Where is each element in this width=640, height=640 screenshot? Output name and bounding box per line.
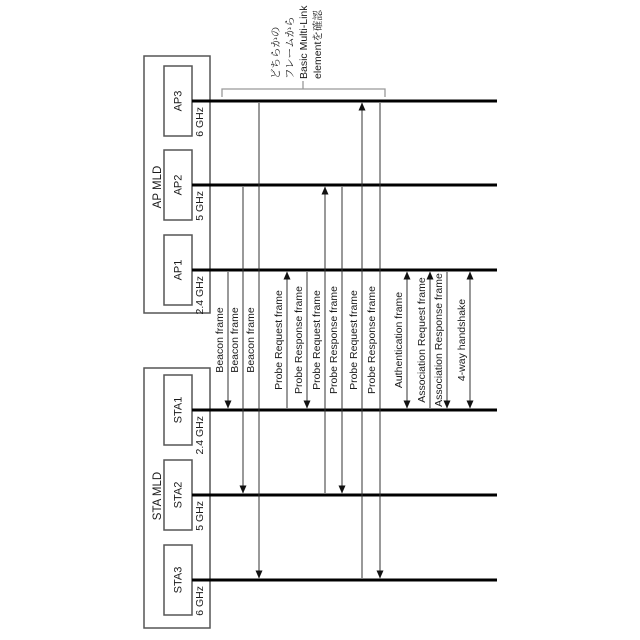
message-label: Probe Response frame	[293, 286, 305, 394]
message-label: Authentication frame	[393, 291, 405, 389]
link-name-label: STA3	[172, 566, 185, 594]
message-label: Probe Response frame	[366, 286, 378, 394]
message-label: 4-way handshake	[456, 298, 468, 382]
band-label: 6 GHz	[194, 586, 206, 616]
message-label: Association Request frame	[416, 277, 428, 403]
annotation-text-line: フレームから	[284, 16, 296, 79]
message-label: Beacon frame	[214, 307, 226, 373]
message-label: Probe Response frame	[328, 286, 340, 394]
band-label: 5 GHz	[194, 191, 206, 221]
band-label: 5 GHz	[194, 501, 206, 531]
message-label: Beacon frame	[229, 307, 241, 373]
link-name-label: AP2	[172, 174, 185, 196]
link-name-label: AP1	[172, 259, 185, 281]
message-label: Probe Request frame	[348, 290, 360, 390]
annotation-text-line: Basic Multi-Link	[298, 5, 310, 79]
link-name-label: STA1	[172, 396, 185, 424]
link-name-label: AP3	[172, 90, 185, 112]
band-label: 6 GHz	[194, 107, 206, 137]
band-label: 2.4 GHz	[194, 276, 206, 315]
annotation-text-line: elementを確認	[312, 10, 324, 79]
sta-mld-label: STA MLD	[152, 471, 164, 521]
message-label: Probe Request frame	[273, 290, 285, 390]
message-label: Probe Request frame	[311, 290, 323, 390]
message-label: Beacon frame	[245, 307, 257, 373]
band-label: 2.4 GHz	[194, 416, 206, 455]
link-name-label: STA2	[172, 481, 185, 509]
ap-mld-label: AP MLD	[152, 165, 164, 209]
annotation-text-line: どちらかの	[270, 26, 282, 79]
message-label: Association Response frame	[433, 273, 445, 407]
